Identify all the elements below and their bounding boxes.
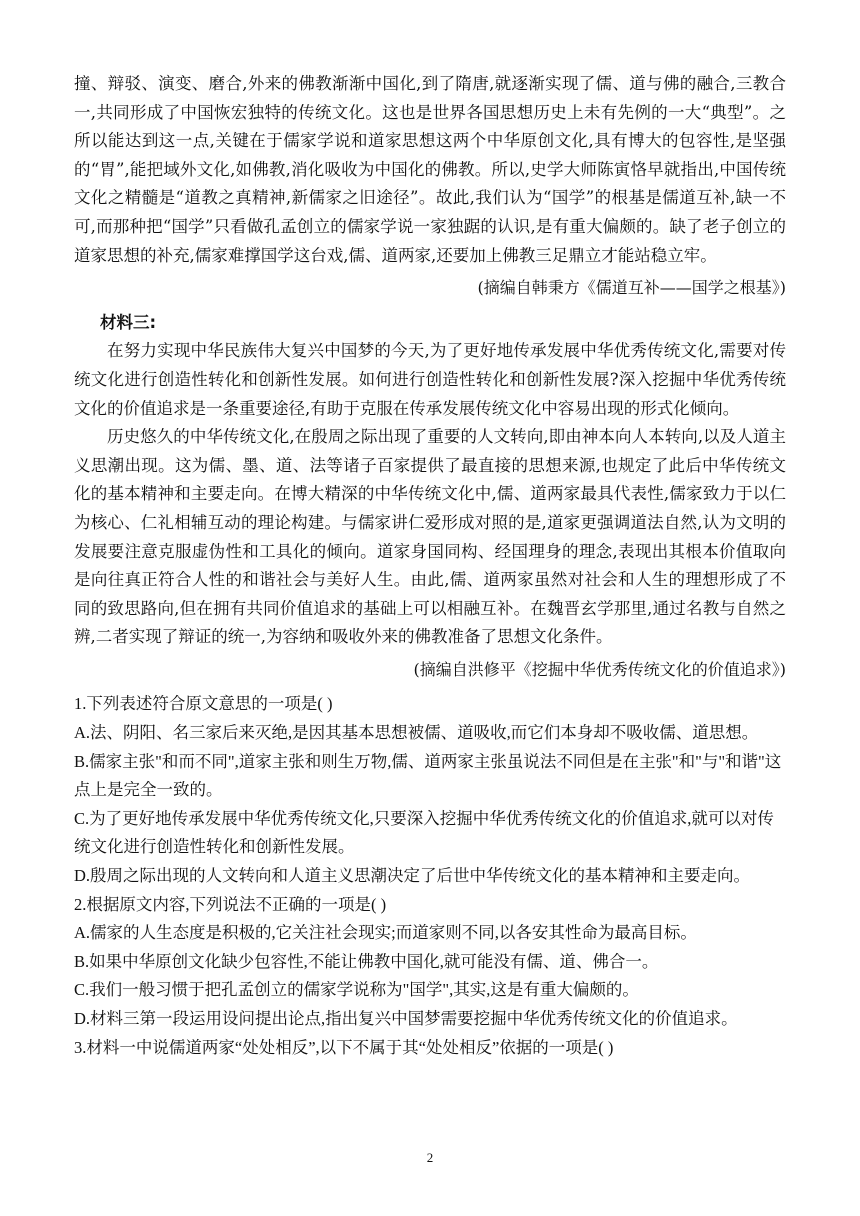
question-2-option-d: D.材料三第一段运用设问提出论点,指出复兴中国梦需要挖掘中华优秀传统文化的价值追求。 bbox=[74, 1009, 738, 1028]
question-list bbox=[74, 690, 786, 1062]
question-1-option-d: D.殷周之际出现的人文转向和人道主义思潮决定了后世中华传统文化的基本精神和主要走向。 bbox=[74, 866, 751, 886]
material3-source: (摘编自洪修平《挖掘中华优秀传统文化的价值追求》) bbox=[413, 659, 786, 679]
page-number: 2 bbox=[426, 1150, 434, 1165]
question-2-stem: 2.根据原文内容,下列说法不正确的一项是( ) bbox=[74, 894, 387, 914]
material2-source: (摘编自韩秉方《儒道互补——国学之根基》) bbox=[477, 278, 786, 298]
question-2-option-b: B.如果中华原创文化缺少包容性,不能让佛教中国化,就可能没有儒、道、佛合一。 bbox=[74, 951, 659, 971]
question-3-stem: 3.材料一中说儒道两家“处处相反”,以下不属于其“处处相反”依据的一项是( ) bbox=[74, 1037, 614, 1057]
question-2-option-a: A.儒家的人生态度是积极的,它关注社会现实;而道家则不同,以各安其性命为最高目标。 bbox=[74, 923, 697, 943]
question-1-option-a: A.法、阴阳、名三家后来灭绝,是因其基本思想被儒、道吸收,而它们本身却不吸收儒、道思想。 bbox=[74, 723, 759, 743]
question-1-option-b: B.儒家主张"和而不同",道家主张和则生万物,儒、道两家主张虽说法不同但是在主张"和"与"和谐"这点上是完全一致的。 bbox=[74, 751, 782, 800]
material3-paragraph: 历史悠久的中华传统文化,在殷周之际出现了重要的人文转向,即由神本向人本转向,以及人道主义思潮出现。这为儒、墨、道、法等诸子百家提供了最直接的思想来源,也规定了此后中华传统文化的基本精神和主要走向。在博大精深的中华传统文化中,儒、道两家最具代表性,儒家致力于以仁为核心、仁礼相辅互动的理论构建。与儒家讲仁爱形成对照的是,道家更强调道法自然,认为文明的发展要注意克服虚伪性和工具化的倾向。道家身国同构、经国理身的理念,表现出其根本价值取向是向往真正符合人性的和谐社会与美好人生。由此,儒、道两家虽然对社会和人生的理想形成了不同的致思路向,但在拥有共同价值追求的基础上可以相融互补。在魏晋玄学那里,通过名教与自然之辨,二者实现了辩证的统一,为容纳和吸收外来的佛教准备了思想文化条件。 bbox=[74, 427, 786, 647]
material2-continuation: 撞、辩驳、演变、磨合,外来的佛教渐渐中国化,到了隋唐,就逐渐实现了儒、道与佛的融合,三教合一,共同形成了中国恢宏独特的传统文化。这也是世界各国思想历史上未有先例的一大“典型”。之所以能达到这一点,关键在于儒家学说和道家思想这两个中华原创文化,具有博大的包容性,是坚强的“胃”,能把域外文化,如佛教,消化吸收为中国化的佛教。所以,史学大师陈寅恪早就指出,中国传统文化之精髓是“道教之真精神,新儒家之旧途径”。故此,我们认为“国学”的根基是儒道互补,缺一不可,而那种把“国学”只看做孔孟创立的儒家学说一家独踞的认识,是有重大偏颇的。缺了老子创立的道家思想的补充,儒家难撑国学这台戏,儒、道两家,还要加上佛教三足鼎立才能站稳立牢。 bbox=[74, 74, 786, 265]
question-1-option-c: C.为了更好地传承发展中华优秀传统文化,只要深入挖掘中华优秀传统文化的价值追求,就可以对传统文化进行创造性转化和创新性发展。 bbox=[74, 808, 774, 857]
material3-heading: 材料三: bbox=[100, 312, 157, 332]
document-page bbox=[74, 70, 786, 1062]
question-1-stem: 1.下列表述符合原文意思的一项是( ) bbox=[74, 694, 333, 714]
question-2-option-c: C.我们一般习惯于把孔孟创立的儒家学说称为"国学",其实,这是有重大偏颇的。 bbox=[74, 980, 639, 1000]
material3-paragraph: 在努力实现中华民族伟大复兴中国梦的今天,为了更好地传承发展中华优秀传统文化,需要对传统文化进行创造性转化和创新性发展。如何进行创造性转化和创新性发展?深入挖掘中华优秀传统文化的价值追求是一条重要途径,有助于克服在传承发展传统文化中容易出现的形式化倾向。 bbox=[74, 341, 786, 418]
